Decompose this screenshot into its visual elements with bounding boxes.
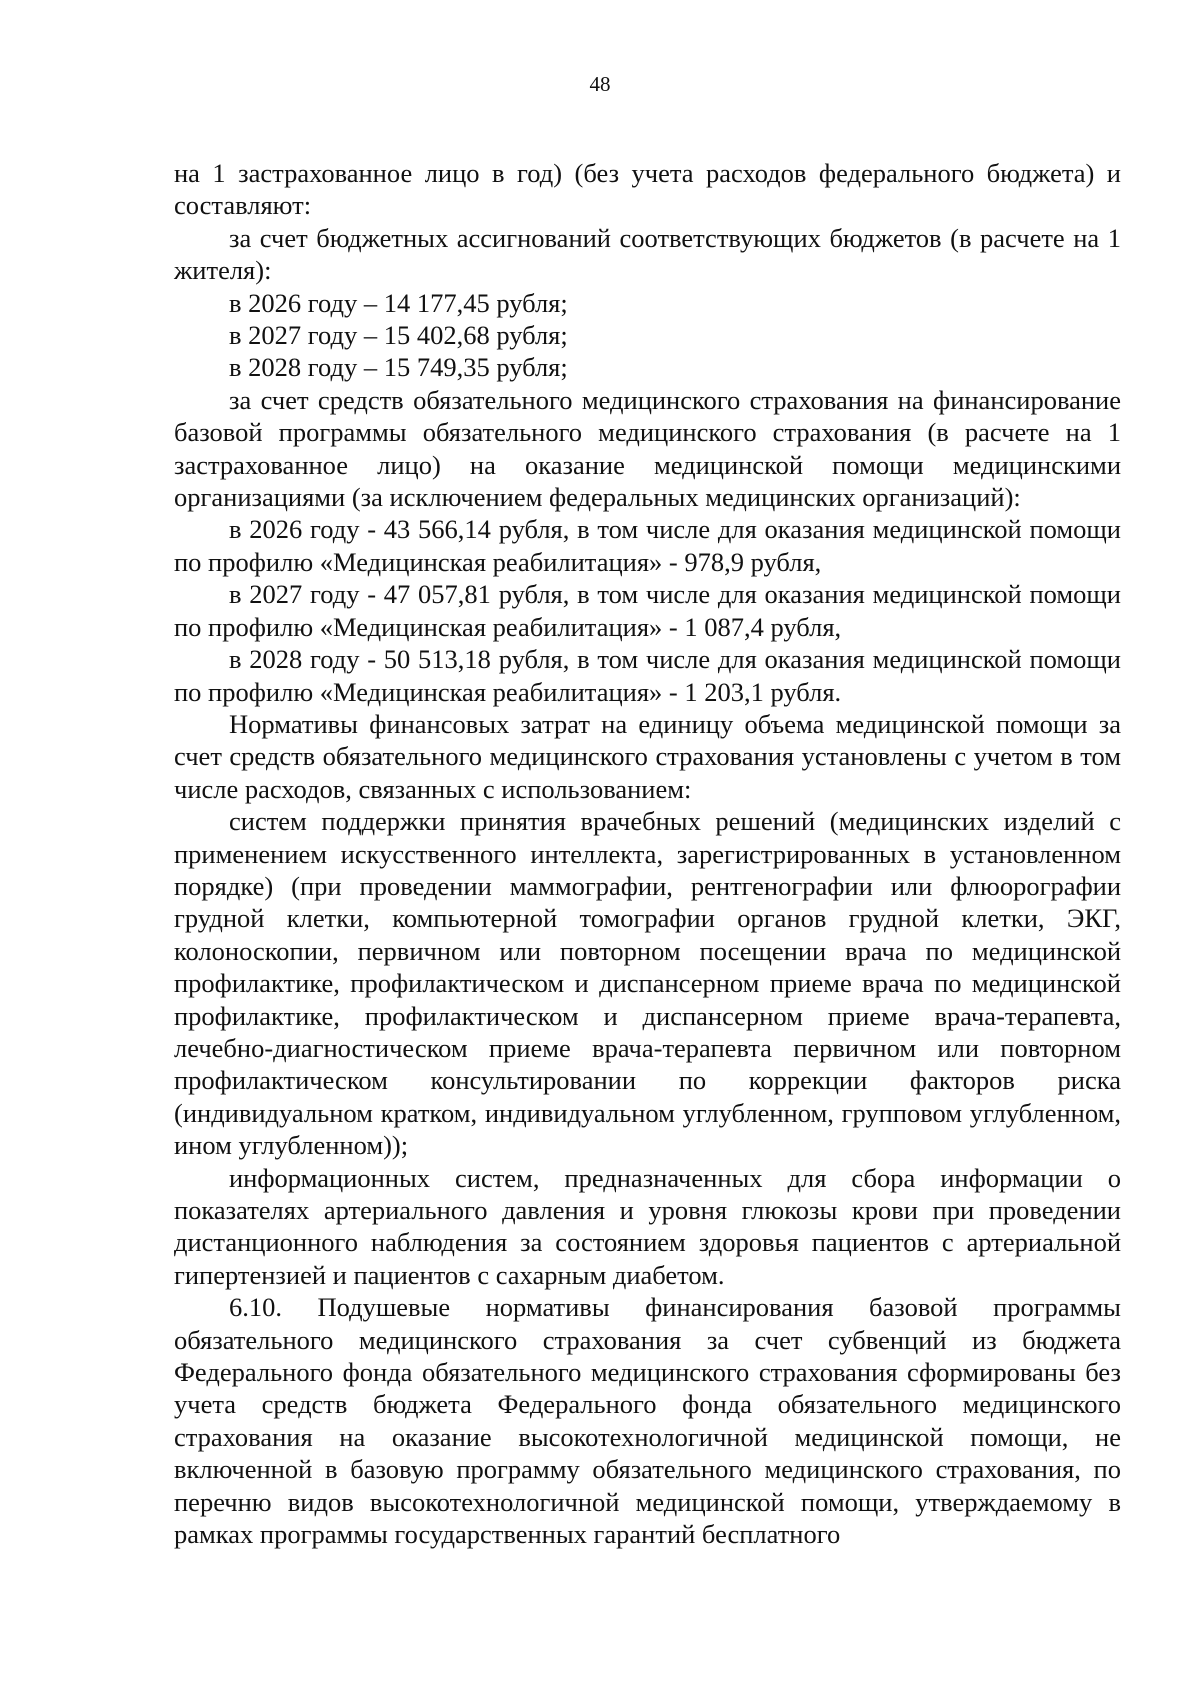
page-number: 48 [589, 72, 611, 96]
paragraph-8: в 2027 году - 47 057,81 рубля, в том числе для оказания медицинской помощи по профилю «Медицинская реабилитация» - 1 087,4 рубля, [174, 579, 1121, 642]
paragraph-2: за счет бюджетных ассигнований соответствующих бюджетов (в расчете на 1 жителя): [174, 222, 1121, 286]
document-body [174, 157, 1121, 1550]
paragraph-1: на 1 застрахованное лицо в год) (без учета расходов федерального бюджета) и составляют: [174, 158, 1121, 221]
paragraph-4: в 2027 году – 15 402,68 рубля; [229, 320, 568, 351]
paragraph-5: в 2028 году – 15 749,35 рубля; [229, 352, 568, 383]
paragraph-3: в 2026 году – 14 177,45 рубля; [229, 287, 568, 318]
paragraph-9: в 2028 году - 50 513,18 рубля, в том числе для оказания медицинской помощи по профилю «Медицинская реабилитация» - 1 203,1 рубля. [174, 644, 1121, 707]
paragraph-11: систем поддержки принятия врачебных решений (медицинских изделий с применением искусственного интеллекта, зарегистрированных в установленном порядке) (при проведении маммографии, рентгенографии или флюорографии грудной клетки, компьютерной томографии органов грудной клетки, ЭКГ, колоноскопии, первичном или повторном посещении врача по медицинской профилактике, профилактическом и диспансерном приеме врача по медицинской профилактике, профилактическом и диспансерном приеме врача-терапевта, лечебно-диагностическом приеме врача-терапевта первичном или повторном профилактическом консультировании по коррекции факторов риска (индивидуальном кратком, индивидуальном углубленном, групповом углубленном, ином углубленном)); [174, 806, 1121, 1161]
paragraph-13: 6.10. Подушевые нормативы финансирования базовой программы обязательного медицинского страхования за счет субвенций из бюджета Федерального фонда обязательного медицинского страхования сформированы без учета средств бюджета Федерального фонда обязательного медицинского страхования на оказание высокотехнологичной медицинской помощи, не включенной в базовую программу обязательного медицинского страхования, по перечню видов высокотехнологичной медицинской помощи, утверждаемому в рамках программы государственных гарантий бесплатного [174, 1292, 1121, 1550]
paragraph-6: за счет средств обязательного медицинского страхования на финансирование базовой программы обязательного медицинского страхования (в расчете на 1 застрахованное лицо) на оказание медицинской помощи медицинскими организациями (за исключением федеральных медицинских организаций): [174, 384, 1121, 513]
paragraph-10: Нормативы финансовых затрат на единицу объема медицинской помощи за счет средств обязательного медицинского страхования установлены с учетом в том числе расходов, связанных с использованием: [174, 708, 1121, 804]
paragraph-7: в 2026 году - 43 566,14 рубля, в том числе для оказания медицинской помощи по профилю «Медицинская реабилитация» - 978,9 рубля, [174, 514, 1121, 577]
paragraph-12: информационных систем, предназначенных для сбора информации о показателях артериального давления и уровня глюкозы крови при проведении дистанционного наблюдения за состоянием здоровья пациентов с артериальной гипертензией и пациентов с сахарным диабетом. [174, 1162, 1121, 1290]
